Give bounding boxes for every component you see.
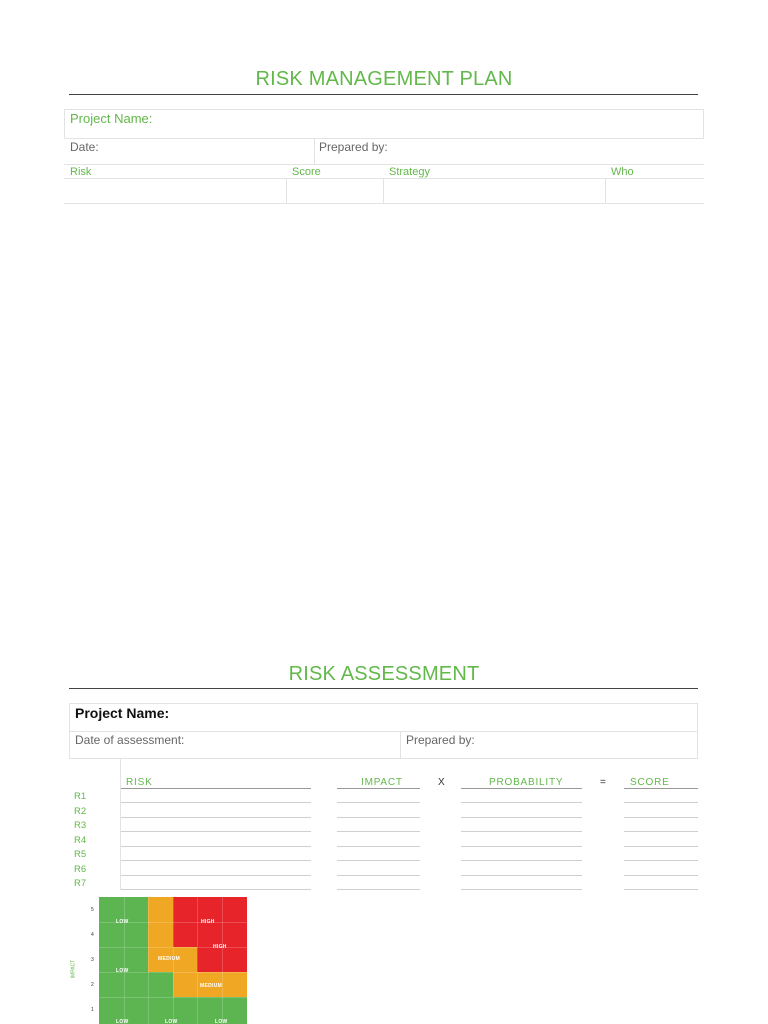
assessment-table xyxy=(69,759,698,891)
risk-matrix xyxy=(70,896,250,1024)
matrix-label-medium-mid: MEDIUM xyxy=(158,956,181,962)
plan-col-score: Score xyxy=(292,166,321,178)
matrix-label-low-top: LOW xyxy=(116,919,129,925)
plan-col-risk: Risk xyxy=(70,166,92,178)
matrix-tick-3: 3 xyxy=(91,957,94,963)
plan-form xyxy=(64,109,704,205)
row-label-r5: R5 xyxy=(74,849,87,860)
plan-title-rule xyxy=(69,94,698,95)
matrix-label-high-mid: HIGH xyxy=(213,944,227,950)
row-label-r4: R4 xyxy=(74,834,87,846)
row-label-r7: R7 xyxy=(74,878,87,889)
assessment-col-probability: PROBABILITY xyxy=(489,777,564,788)
matrix-label-low-b1: LOW xyxy=(116,1019,129,1024)
assessment-col-risk: RISK xyxy=(126,777,153,788)
plan-col-strategy: Strategy xyxy=(389,166,430,178)
row-label-r1: R1 xyxy=(74,791,87,802)
plan-date-label: Date: xyxy=(70,140,99,154)
plan-title: RISK MANAGEMENT PLAN xyxy=(255,68,513,90)
plan-project-name-label: Project Name: xyxy=(70,111,153,126)
matrix-y-axis-label: IMPACT xyxy=(70,959,77,979)
plan-col-who: Who xyxy=(611,166,634,178)
matrix-label-medium-low: MEDIUM xyxy=(200,983,223,989)
matrix-label-low-b2: LOW xyxy=(165,1019,178,1024)
matrix-tick-2: 2 xyxy=(91,982,94,988)
matrix-tick-1: 1 xyxy=(91,1007,94,1013)
assessment-row-lines xyxy=(69,802,698,892)
assessment-col-impact: IMPACT xyxy=(361,777,403,788)
matrix-tick-4: 4 xyxy=(91,932,94,938)
matrix-label-low-b3: LOW xyxy=(215,1019,228,1024)
row-label-r6: R6 xyxy=(74,863,87,875)
row-label-r2: R2 xyxy=(74,805,87,817)
matrix-tick-5: 5 xyxy=(91,907,94,913)
matrix-grid xyxy=(99,897,247,1024)
assessment-col-equals: = xyxy=(600,777,606,788)
assessment-title: RISK ASSESSMENT xyxy=(288,663,480,685)
matrix-label-low-mid: LOW xyxy=(116,968,129,974)
assessment-project-name-label: Project Name: xyxy=(75,705,170,721)
assessment-form xyxy=(69,703,698,759)
matrix-label-high-top: HIGH xyxy=(201,919,215,925)
assessment-prepared-by-label: Prepared by: xyxy=(406,733,475,747)
assessment-col-times: X xyxy=(438,777,445,788)
plan-prepared-by-label: Prepared by: xyxy=(319,140,388,154)
row-label-r3: R3 xyxy=(74,820,87,831)
assessment-date-label: Date of assessment: xyxy=(75,733,185,747)
assessment-title-rule xyxy=(69,688,698,689)
assessment-col-score: SCORE xyxy=(630,777,670,788)
